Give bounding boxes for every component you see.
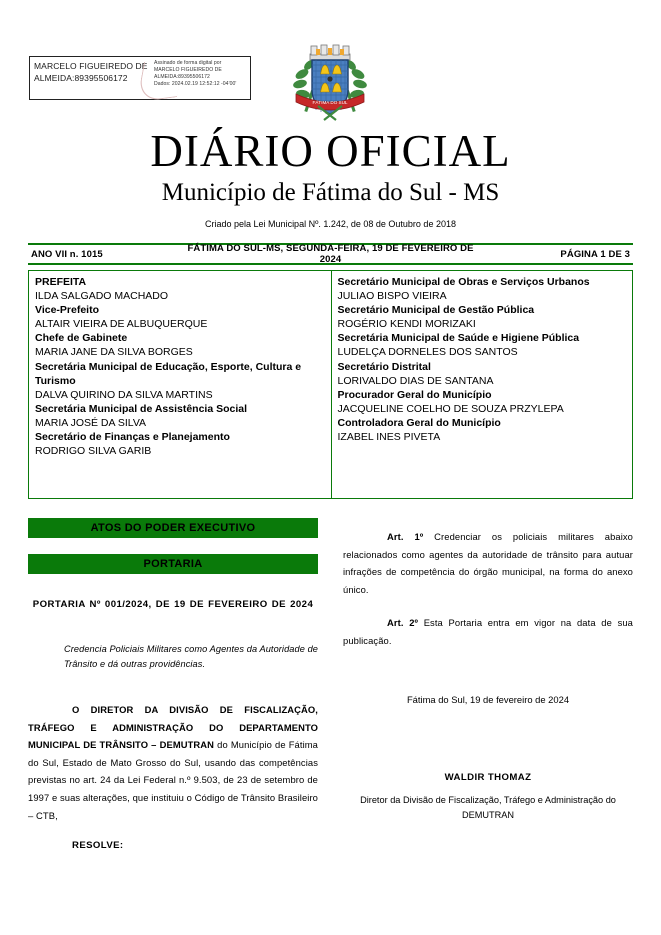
official-role: Secretário Distrital — [337, 360, 431, 373]
official-entry — [338, 360, 627, 388]
digital-signature-stamp — [29, 56, 251, 100]
official-role: Vice-Prefeito — [35, 304, 99, 317]
officials-column-left — [29, 271, 331, 498]
official-name: LORIVALDO DIAS DE SANTANA — [337, 374, 494, 387]
official-name: JACQUELINE COELHO DE SOUZA PRZYLEPA — [337, 402, 564, 415]
article-1-label: Art. 1º — [387, 531, 424, 542]
spacer — [343, 783, 633, 793]
portaria-ementa: Credencia Policiais Militares como Agentes da Autoridade de Trânsito e dá outras providências. — [64, 644, 318, 669]
official-entry — [35, 331, 325, 359]
article-1 — [343, 528, 633, 598]
official-entry — [338, 416, 627, 444]
official-role: Secretário de Finanças e Planejamento — [35, 431, 230, 444]
official-entry — [35, 402, 325, 430]
portaria-preamble — [28, 701, 318, 824]
article-2-text: Esta Portaria entra em vigor na data de sua publicação. — [343, 617, 633, 646]
spacer — [343, 750, 633, 772]
official-role: Secretária Municipal de Assistência Social — [35, 402, 248, 415]
signature-detail-line4: Dados: 2024.02.19 12:52:12 -04'00' — [154, 80, 237, 87]
signer-name: WALDIR THOMAZ — [444, 771, 532, 783]
official-name: ILDA SALGADO MACHADO — [35, 290, 169, 303]
official-name: MARIA JANE DA SILVA BORGES — [35, 346, 193, 359]
official-name: ALTAIR VIEIRA DE ALBUQUERQUE — [35, 318, 208, 331]
article-2-label: Art. 2º — [387, 617, 419, 629]
official-entry — [338, 331, 627, 359]
official-entry — [35, 430, 325, 458]
signature-details — [151, 57, 250, 99]
official-name: MARIA JOSÉ DA SILVA — [35, 416, 147, 429]
officials-box — [28, 270, 633, 499]
portaria-resolve: RESOLVE: — [72, 840, 124, 852]
signature-detail-line1: Assinado de forma digital por — [154, 60, 222, 66]
official-role: Controladora Geral do Município — [337, 416, 501, 429]
article-2 — [343, 614, 633, 649]
section-banner-portaria: PORTARIA — [28, 554, 318, 574]
official-name: IZABEL INES PIVETA — [337, 431, 441, 444]
official-name: DALVA QUIRINO DA SILVA MARTINS — [35, 388, 213, 401]
info-bar — [28, 243, 633, 265]
official-role: PREFEITA — [35, 276, 87, 288]
official-role: Chefe de Gabinete — [35, 332, 128, 345]
edition-date: FÁTIMA DO SUL-MS, SEGUNDA-FEIRA, 19 DE FEVEREIRO DE 2024 — [187, 243, 474, 265]
official-name: RODRIGO SILVA GARIB — [35, 445, 152, 458]
signature-detail-line3: ALMEIDA:89395506172 — [154, 73, 210, 80]
signature-signer-line2: ALMEIDA:89395506172 — [34, 72, 128, 83]
creation-law-line: Criado pela Lei Municipal Nº. 1.242, de 08 de Outubro de 2018 — [205, 219, 456, 229]
official-role: Secretária Municipal de Educação, Esporte, Cultura e Turismo — [35, 360, 302, 387]
spacer — [343, 650, 633, 692]
page-subtitle: Município de Fátima do Sul - MS — [161, 179, 500, 206]
official-name: LUDELÇA DORNELES DOS SANTOS — [337, 346, 518, 359]
spacer — [343, 598, 633, 614]
svg-text:FÁTIMA DO SUL: FÁTIMA DO SUL — [312, 100, 348, 105]
spacer — [343, 518, 633, 528]
official-name: ROGÉRIO KENDI MORIZAKI — [337, 318, 476, 331]
official-entry — [338, 275, 627, 303]
portaria-date-line: Fátima do Sul, 19 de fevereiro de 2024 — [406, 693, 570, 705]
portaria-preamble-rest: do Município de Fátima do Sul, Estado de Mato Grosso do Sul, usando das competências previstas no art. 24 da Lei Federal n.º 9.503, de 23 de setembro de 1997 e suas alterações, que instituiu o Código de Trânsito Brasileiro – CTB, — [28, 739, 318, 821]
signature-signer-line1: MARCELO FIGUEIREDO DE — [34, 61, 148, 71]
portaria-preamble-bold: O DIRETOR DA DIVISÃO DE FISCALIZAÇÃO, TRÁFEGO E ADMINISTRAÇÃO DO DEPARTAMENTO MUNICIPAL DE TRÂNSITO – DEMUTRAN — [28, 704, 318, 751]
signature-detail-line2: MARCELO FIGUEIREDO DE — [154, 66, 222, 73]
page-number: PÁGINA 1 DE 3 — [560, 248, 630, 260]
official-entry — [35, 303, 325, 331]
spacer — [28, 612, 318, 642]
page-title: DIÁRIO OFICIAL — [150, 126, 511, 176]
signature-signer — [30, 57, 151, 99]
official-entry — [35, 360, 325, 402]
content-column-right — [343, 518, 633, 823]
spacer — [28, 824, 318, 840]
edition-number: ANO VII n. 1015 — [31, 248, 103, 260]
spacer — [343, 708, 633, 750]
signer-role: Diretor da Divisão de Fiscalização, Tráfego e Administração do DEMUTRAN — [360, 794, 616, 820]
article-1-text: Credenciar os policiais militares abaixo relacionados como agentes da autoridade de trânsito para autuar infrações de competência do órgão municipal, na forma do anexo único. — [343, 531, 633, 595]
official-entry — [338, 388, 627, 416]
officials-column-right — [331, 271, 633, 498]
official-role: Procurador Geral do Município — [337, 388, 492, 401]
official-role: Secretária Municipal de Saúde e Higiene Pública — [337, 332, 580, 345]
section-banner-atos: ATOS DO PODER EXECUTIVO — [28, 518, 318, 538]
coat-of-arms-icon — [288, 32, 372, 124]
official-entry — [35, 275, 325, 303]
official-name: JULIAO BISPO VIEIRA — [337, 290, 447, 303]
content-column-left — [28, 518, 318, 851]
spacer — [28, 671, 318, 701]
official-role: Secretário Municipal de Obras e Serviços Urbanos — [337, 276, 590, 288]
official-role: Secretário Municipal de Gestão Pública — [337, 304, 535, 317]
official-entry — [338, 303, 627, 331]
portaria-title: PORTARIA Nº 001/2024, DE 19 DE FEVEREIRO DE 2024 — [32, 599, 314, 610]
spacer — [28, 538, 318, 554]
